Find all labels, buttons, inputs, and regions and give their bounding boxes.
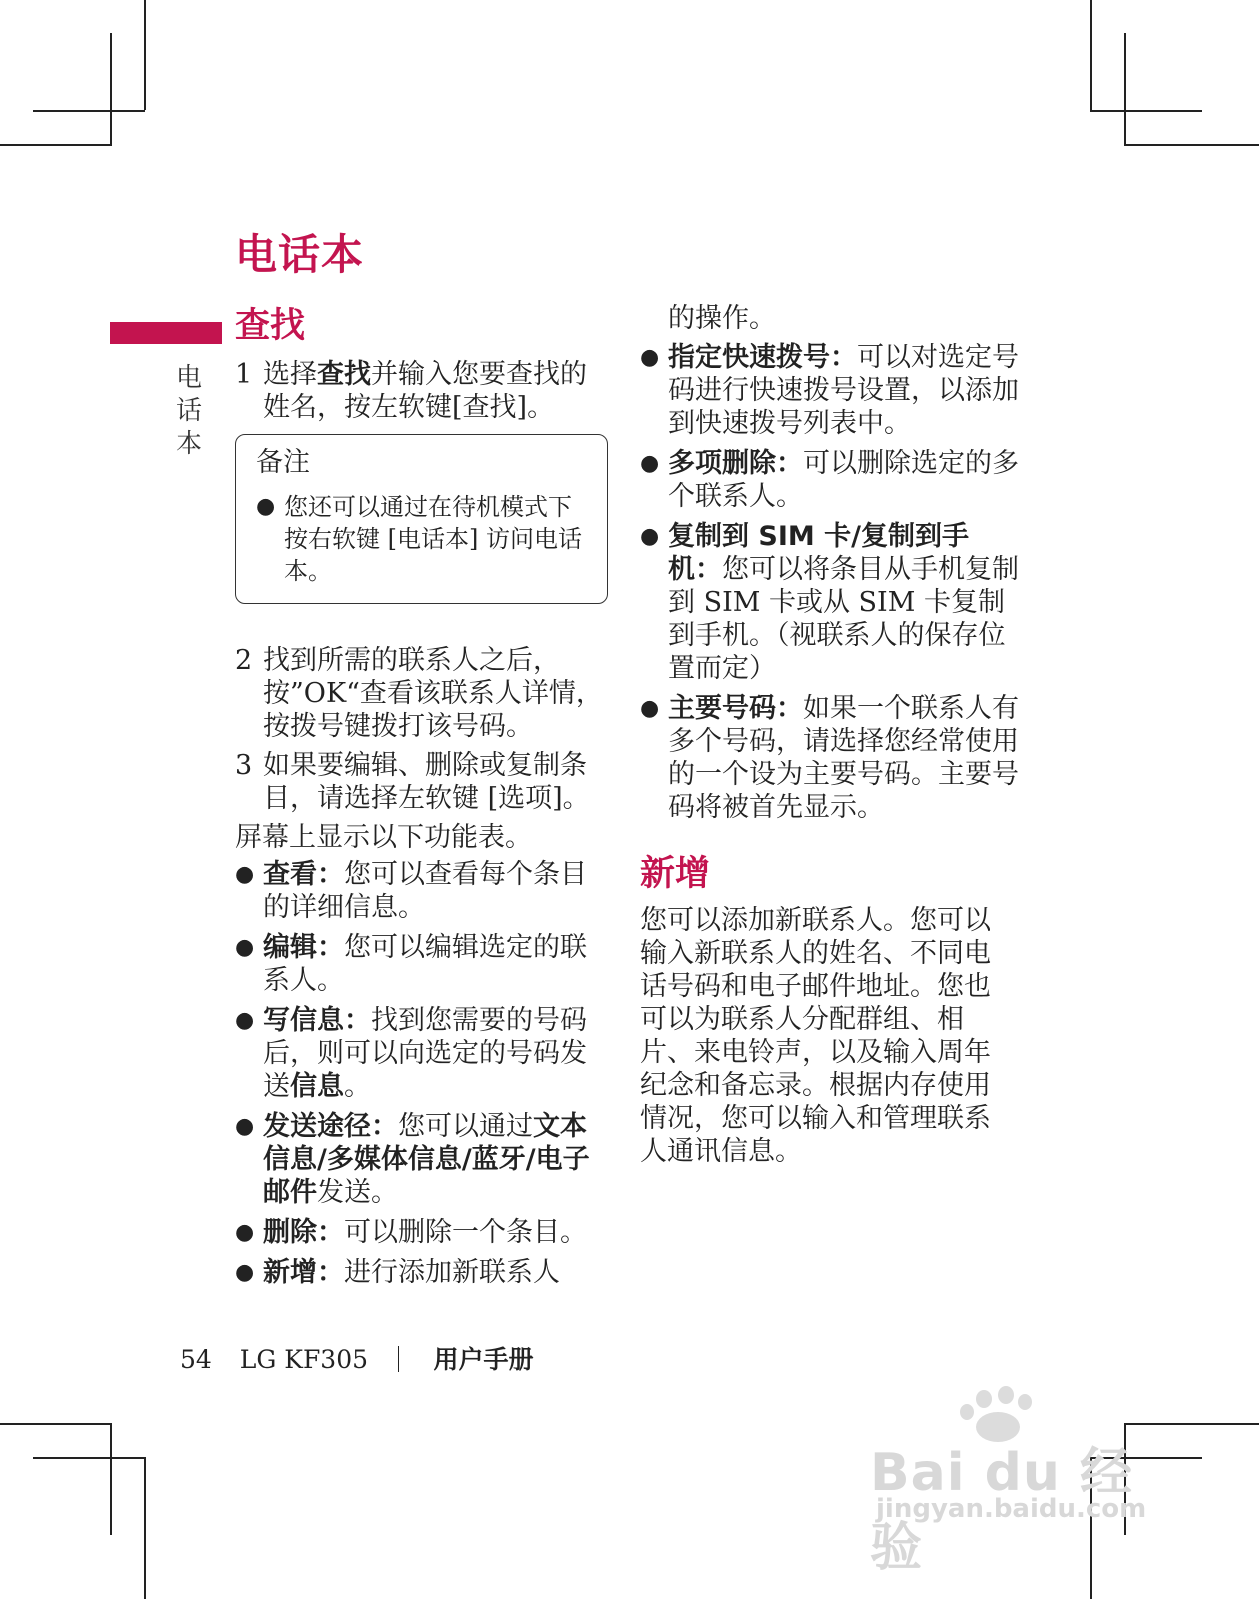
bullet-icon: ●: [235, 1220, 255, 1245]
crop-mark: [1124, 33, 1126, 145]
option-delete: [235, 1216, 610, 1249]
option-multi-delete: [640, 447, 1020, 513]
bullet-icon: ●: [235, 1260, 255, 1285]
option-main-number: [640, 692, 1020, 824]
step-2: [235, 644, 610, 743]
option-label: 指定快速拨号：: [668, 342, 857, 373]
option-keyword: 文本信息/多媒体信息/蓝牙/电子邮件: [263, 1111, 590, 1208]
bullet-icon: ●: [235, 862, 255, 887]
option-copy: [640, 520, 1020, 685]
crop-mark: [144, 0, 146, 110]
left-column: [235, 302, 610, 1296]
chapter-marker-bar: [110, 322, 222, 344]
manual-label: 用户手册: [433, 1345, 534, 1374]
option-label: 删除：: [263, 1217, 344, 1248]
side-tab-char: 本: [175, 429, 202, 459]
bullet-icon: ●: [235, 1008, 255, 1033]
crop-mark: [0, 1423, 112, 1425]
option-text: 您可以编辑选定的联系人。: [263, 932, 587, 996]
step-1: [235, 358, 610, 424]
crop-mark: [1090, 0, 1092, 110]
option-label: 新增：: [263, 1257, 344, 1288]
crop-mark: [110, 33, 112, 145]
bullet-icon: ●: [640, 696, 660, 721]
note-text: 您还可以通过在待机模式下按右软键 [电话本] 访问电话本。: [284, 493, 582, 585]
step-text: 找到所需的联系人之后，按”OK“查看该联系人详情，按拨号键拨打该号码。: [263, 645, 603, 742]
baidu-watermark: [870, 1390, 1170, 1578]
chapter-side-tab: [174, 362, 204, 461]
note-item: [256, 491, 591, 587]
option-label: 复制到 SIM 卡/复制到手机：: [668, 521, 970, 585]
right-column: [640, 302, 1020, 1168]
option-text: 如果一个联系人有多个号码，请选择您经常使用的一个设为主要号码。主要号码将被首先显示。: [668, 693, 1019, 823]
crop-mark: [1090, 110, 1202, 112]
menu-intro: 屏幕上显示以下功能表。: [235, 822, 532, 853]
page-number: 54: [180, 1345, 212, 1374]
footer-separator: [398, 1346, 400, 1372]
section-heading-add-new: 新增: [640, 854, 711, 894]
note-title: 备注: [256, 447, 310, 478]
bullet-icon: ●: [640, 524, 660, 549]
add-new-body: 您可以添加新联系人。您可以输入新联系人的姓名、不同电话号码和电子邮件地址。您也可以为联系人分配群组、相片、来电铃声，以及输入周年纪念和备忘录。根据内存使用情况，您可以输入和管理联系人通讯信息。: [640, 905, 991, 1167]
option-label: 查看：: [263, 859, 344, 890]
page-title: 电话本: [235, 230, 365, 279]
option-keyword: 信息: [290, 1071, 344, 1102]
option-add: [235, 1256, 610, 1289]
option-label: 多项删除：: [668, 448, 803, 479]
option-send-via: [235, 1110, 610, 1209]
step-number: 2: [235, 645, 253, 676]
option-speed-dial: [640, 341, 1020, 440]
crop-mark: [144, 1457, 146, 1599]
step-number: 3: [235, 750, 253, 781]
bullet-icon: ●: [256, 494, 276, 519]
model-name: LG KF305: [239, 1345, 369, 1374]
option-label: 编辑：: [263, 932, 344, 963]
option-text: 可以删除选定的多个联系人。: [668, 448, 1019, 512]
bullet-icon: ●: [640, 345, 660, 370]
crop-mark: [0, 144, 112, 146]
option-text: 发送。: [317, 1177, 398, 1208]
option-label: 主要号码：: [668, 693, 803, 724]
step-number: 1: [235, 359, 253, 390]
section-heading-find: 查找: [235, 306, 306, 346]
option-view: [235, 858, 610, 924]
bullet-icon: ●: [640, 451, 660, 476]
step-3: [235, 749, 610, 815]
note-box: [235, 434, 608, 604]
crop-mark: [33, 1457, 145, 1459]
option-text: 可以删除一个条目。: [344, 1217, 587, 1248]
crop-mark: [110, 1423, 112, 1535]
bullet-icon: ●: [235, 1114, 255, 1139]
option-text: 找到您需要的号码后，则可以向选定的号码发送: [263, 1005, 587, 1102]
watermark-main: Bai du 经验: [870, 1443, 1133, 1578]
option-text: 。: [344, 1071, 371, 1102]
continued-text: 的操作。: [668, 303, 776, 334]
option-text: 您可以将条目从手机复制到 SIM 卡或从 SIM 卡复制到手机。（视联系人的保存位置而定）: [668, 554, 1019, 684]
watermark-sub: jingyan.baidu.com: [876, 1494, 1147, 1524]
option-text: 可以对选定号码进行快速拨号设置，以添加到快速拨号列表中。: [668, 342, 1019, 439]
side-tab-char: 话: [175, 396, 202, 426]
step-text: 并输入您要查找的姓名，按左软键[查找]。: [263, 359, 587, 423]
option-edit: [235, 931, 610, 997]
crop-mark: [33, 110, 145, 112]
step-keyword: 查找: [317, 359, 371, 390]
page-footer: [180, 1340, 533, 1376]
option-text: 进行添加新联系人: [344, 1257, 560, 1288]
option-text: 您可以查看每个条目的详细信息。: [263, 859, 587, 923]
option-write-message: [235, 1004, 610, 1103]
bullet-icon: ●: [235, 935, 255, 960]
option-text: 您可以通过: [398, 1111, 533, 1142]
crop-mark: [1124, 144, 1259, 146]
step-text: 如果要编辑、删除或复制条目，请选择左软键 [选项]。: [263, 750, 590, 814]
option-label: 写信息：: [263, 1005, 371, 1036]
step-text: 选择: [263, 359, 317, 390]
side-tab-char: 电: [175, 363, 202, 393]
option-label: 发送途径：: [263, 1111, 398, 1142]
